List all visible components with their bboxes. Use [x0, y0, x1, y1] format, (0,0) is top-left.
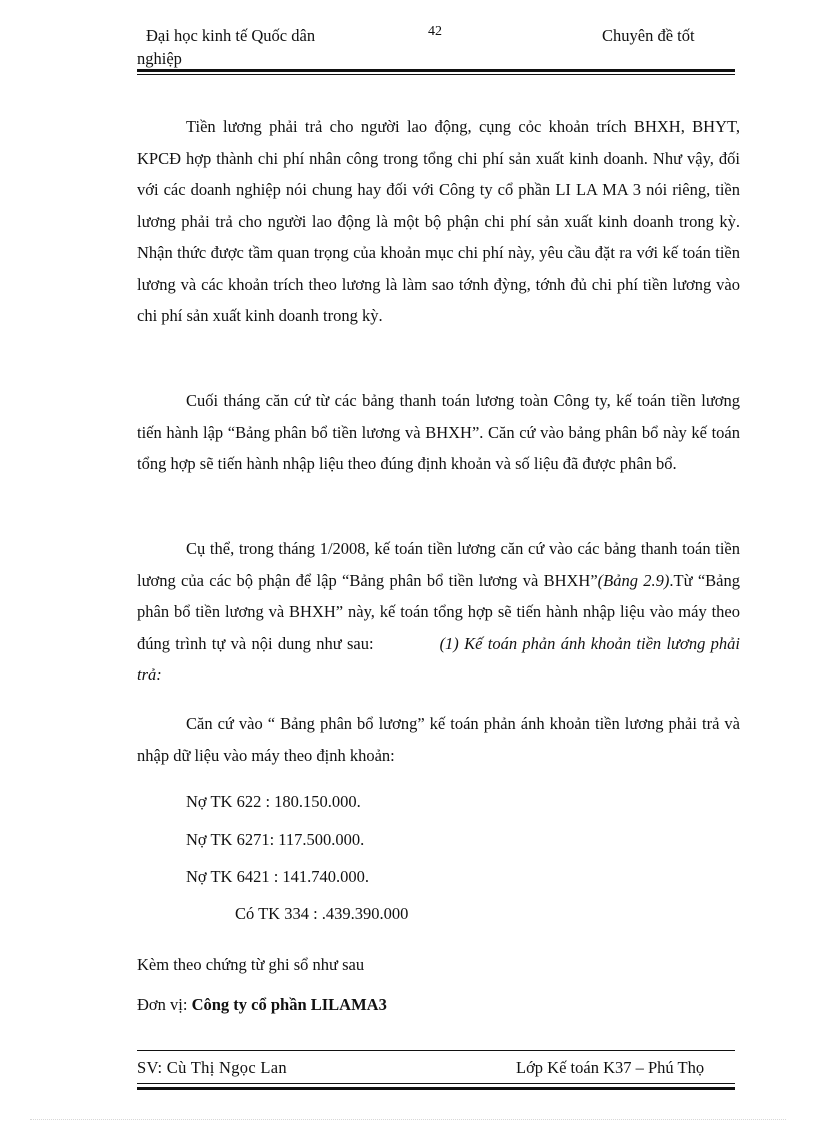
unit-value: Công ty cổ phần LILAMA3: [191, 995, 387, 1014]
unit-label: Đơn vị:: [137, 995, 188, 1014]
attachment-note: Kèm theo chứng từ ghi sổ như sau: [137, 955, 365, 974]
header-rule-top: [137, 69, 735, 72]
section-heading-1: (1) Kế toán phản ánh khoản tiền lương phải trả:: [137, 633, 740, 684]
page-edge-dots: [30, 1119, 786, 1120]
entry-debit-6271: Nợ TK 6271: 117.500.000.: [186, 830, 365, 849]
paragraph-2: Cuối tháng căn cứ từ các bảng thanh toán lương toàn Công ty, kế toán tiền lương tiến hành lập “Bảng phân bổ tiền lương và BHXH”. Căn cứ vào bảng phân bổ này kế toán tổng hợp sẽ tiến hành nhập liệu theo đúng định khoản và số liệu đã được phân bổ.: [137, 391, 740, 473]
header-rule-bottom: [137, 74, 735, 75]
page-number: 42: [428, 24, 442, 39]
entry-credit-334: Có TK 334 : .439.390.000: [235, 904, 409, 923]
footer-rule-bottom: [137, 1087, 735, 1090]
paragraph-3-text-a: Cụ thể, trong tháng 1/2008, kế toán tiền lương căn cứ vào các bảng thanh toán tiền lương của các bộ phận để lập “Bảng phân bổ tiền lương và BHXH”: [137, 539, 740, 590]
paragraph-3: [137, 533, 740, 691]
header-university-cont: nghiệp: [137, 49, 182, 68]
footer-class: Lớp Kế toán K37 – Phú Thọ: [516, 1058, 705, 1077]
table-reference: (Bảng 2.9): [597, 570, 670, 590]
paragraph-3-text-c: .Từ “Bảng phân bổ tiền lương và BHXH” này, kế toán tổng hợp sẽ tiến hành nhập liệu vào máy theo đúng trình tự và nội dung như sau:: [137, 570, 740, 653]
paragraph-1: Tiền lương phải trả cho người lao động, cụng cỏc khoản trích BHXH, BHYT, KPCĐ hợp thành chi phí nhân công trong tổng chi phí sản xuất kinh doanh. Như vậy, đối với các doanh nghiệp nói chung hay đối với Công ty cổ phần LI LA MA 3 nói riêng, tiền lương phải trả cho người lao động là một bộ phận chi phí sản xuất kinh doanh trong kỳ. Nhận thức được tầm quan trọng của khoản mục chi phí này, yêu cầu đặt ra với kế toán tiền lương và các khoản trích theo lương là làm sao tớnh đỳng, tớnh đủ chi phí tiền lương vào chi phí sản xuất kinh doanh trong kỳ.: [137, 117, 740, 325]
footer-rule-mid: [137, 1083, 735, 1084]
header-report-type: Chuyên đề tốt: [602, 26, 695, 45]
paragraph-4: Căn cứ vào “ Bảng phân bổ lương” kế toán phản ánh khoản tiền lương phải trả và nhập dữ liệu vào máy theo định khoản:: [137, 714, 740, 765]
footer-student: SV: Cù Thị Ngọc Lan: [137, 1058, 287, 1077]
entry-debit-622: Nợ TK 622 : 180.150.000.: [186, 792, 361, 811]
footer-rule-top: [137, 1050, 735, 1051]
unit-line: [137, 993, 387, 1016]
header-university: Đại học kinh tế Quốc dân: [146, 26, 316, 45]
entry-debit-6421: Nợ TK 6421 : 141.740.000.: [186, 867, 370, 886]
